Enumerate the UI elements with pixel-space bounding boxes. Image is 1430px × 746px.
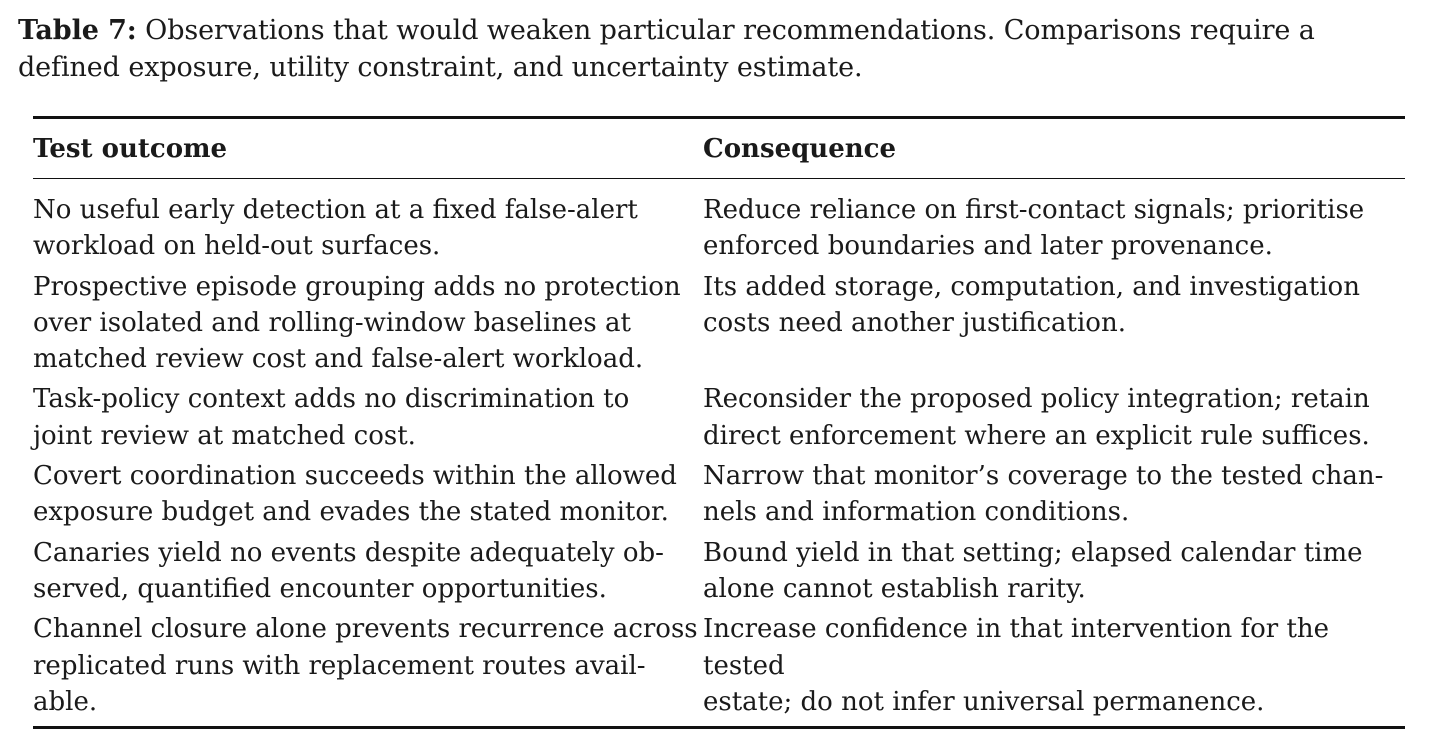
caption-text: Observations that would weaken particular recommendations. Comparisons require a defined exposure, utility constraint, and uncertainty estimate. [18,15,1315,83]
cell-test-outcome: Prospective episode grouping adds no protection over isolated and rolling-window baselines at matched review cost and false-alert workload. [33,271,681,375]
cell-consequence: Reconsider the proposed policy integration; retain direct enforcement where an explicit rule suffices. [703,384,1370,451]
cell-test-outcome: No useful early detection at a fixed false-alert workload on held-out surfaces. [33,195,638,262]
results-table-container [33,116,1405,729]
cell-test-outcome: Task-policy context adds no discrimination to joint review at matched cost. [33,384,630,451]
table-row [33,179,1405,269]
cell-test-outcome: Covert coordination succeeds within the allowed exposure budget and evades the stated monitor. [33,461,677,528]
table-row [33,381,1405,458]
table-header-row [33,118,1405,179]
cell-consequence: Increase confidence in that intervention for the tested estate; do not infer universal permanence. [703,614,1330,717]
column-header-consequence: Consequence [703,134,897,164]
table-caption [18,12,1413,86]
table-row [33,458,1405,535]
table-row [33,611,1405,727]
cell-consequence: Reduce reliance on first-contact signals; prioritise enforced boundaries and later provenance. [703,195,1365,262]
table-row [33,535,1405,612]
caption-label: Table 7: [18,15,137,46]
cell-consequence: Its added storage, computation, and investigation costs need another justification. [703,271,1360,338]
cell-consequence: Bound yield in that setting; elapsed calendar time alone cannot establish rarity. [703,537,1363,604]
results-table [33,116,1405,729]
cell-test-outcome: Canaries yield no events despite adequately ob- served, quantified encounter opportunities. [33,537,664,604]
column-header-test-outcome: Test outcome [33,134,228,164]
cell-test-outcome: Channel closure alone prevents recurrence across replicated runs with replacement routes avail- able. [33,614,698,717]
cell-consequence: Narrow that monitor’s coverage to the tested chan- nels and information conditions. [703,461,1384,528]
table-row [33,269,1405,382]
